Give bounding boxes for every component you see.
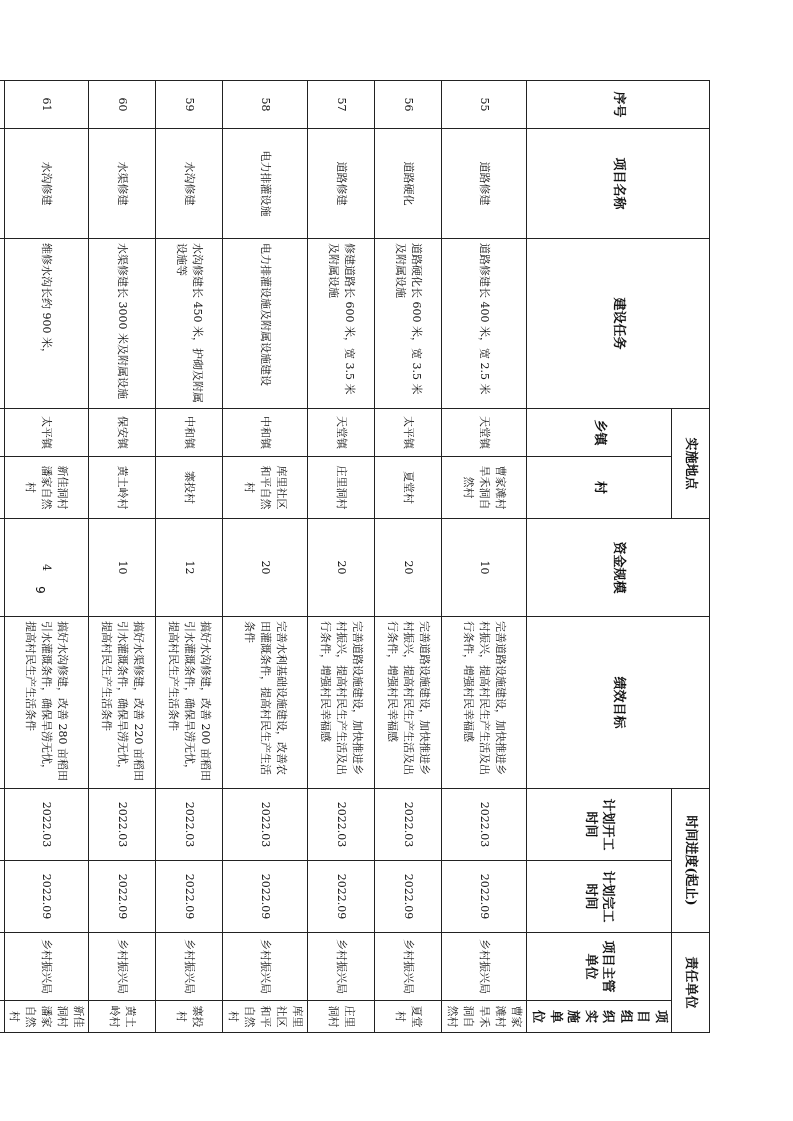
cell-name: 水沟修建 bbox=[4, 129, 89, 239]
cell-fund: 20 bbox=[223, 519, 308, 617]
cell-town: 太平镇 bbox=[374, 409, 441, 457]
header-name: 项目名称 bbox=[526, 129, 709, 239]
cell-fund: 10 bbox=[89, 519, 156, 617]
cell-task: 修建道路长 600 米，宽 3.5 米及附属设施 bbox=[307, 239, 374, 409]
cell-fund: 4 bbox=[4, 519, 89, 617]
cell-goal: 搞好水沟修建，改善 200 亩稻田引水灌溉条件，确保旱涝无忧，提高村民生产生活条件 bbox=[156, 617, 223, 789]
header-fund: 资金规模 bbox=[526, 519, 709, 617]
page-number: 9 bbox=[32, 586, 47, 594]
cell-seq: 58 bbox=[223, 81, 308, 129]
cell-goal: 完善水利基础设施建设，改善农田灌溉条件，提高村民生产生活条件 bbox=[223, 617, 308, 789]
cell-fund: 12 bbox=[156, 519, 223, 617]
cell-end: 2022.09 bbox=[223, 861, 308, 933]
cell-start: 2022.03 bbox=[223, 789, 308, 861]
cell-authority: 乡村振兴局 bbox=[223, 933, 308, 1001]
cell-town: 天堂镇 bbox=[441, 409, 526, 457]
cell-seq: 57 bbox=[307, 81, 374, 129]
header-end: 计划完工时间 bbox=[526, 861, 671, 933]
cell-fund: 10 bbox=[441, 519, 526, 617]
cell-org: 黄土岭村 bbox=[89, 1001, 156, 1033]
cell-task: 道路修建长 400 米，宽 2.5 米 bbox=[441, 239, 526, 409]
cell-authority: 乡村振兴局 bbox=[441, 933, 526, 1001]
table-row bbox=[4, 81, 89, 1033]
table-row bbox=[374, 81, 441, 1033]
cell-fund bbox=[0, 519, 4, 617]
project-table bbox=[0, 80, 710, 1033]
cell-org: 新佳洞村潘家自然村 bbox=[4, 1001, 89, 1033]
cell-start: 2022.03 bbox=[4, 789, 89, 861]
cell-authority: 乡村振兴局 bbox=[374, 933, 441, 1001]
cell-name: 道路修建 bbox=[441, 129, 526, 239]
cell-town: 中和镇 bbox=[223, 409, 308, 457]
header-village: 村 bbox=[526, 457, 671, 519]
cell-seq: 61 bbox=[4, 81, 89, 129]
cell-end: 2022.09 bbox=[307, 861, 374, 933]
rotated-table-wrapper bbox=[8, 80, 710, 1032]
cell-authority: 乡村振兴局 bbox=[89, 933, 156, 1001]
cell-name: 水渠修建 bbox=[89, 129, 156, 239]
cell-end bbox=[0, 861, 4, 933]
header-start: 计划开工时间 bbox=[526, 789, 671, 861]
cell-end: 2022.09 bbox=[4, 861, 89, 933]
header-schedule: 时间进度(起止) bbox=[672, 789, 710, 933]
table-row bbox=[89, 81, 156, 1033]
cell-start: 2022.03 bbox=[441, 789, 526, 861]
cell-seq: 59 bbox=[156, 81, 223, 129]
cell-seq: 55 bbox=[441, 81, 526, 129]
cell-village: 新佳洞村潘家自然村 bbox=[4, 457, 89, 519]
cell-town: 保安镇 bbox=[89, 409, 156, 457]
cell-seq: 56 bbox=[374, 81, 441, 129]
cell-org: 庄里洞村 bbox=[307, 1001, 374, 1033]
cell-org: 夏堂村 bbox=[374, 1001, 441, 1033]
cell-seq bbox=[0, 81, 4, 129]
cell-end: 2022.09 bbox=[156, 861, 223, 933]
cell-end: 2022.09 bbox=[89, 861, 156, 933]
cell-town: 太平镇 bbox=[4, 409, 89, 457]
cell-name bbox=[0, 129, 4, 239]
cell-authority: 乡村振兴局 bbox=[156, 933, 223, 1001]
header-resp: 责任单位 bbox=[672, 933, 710, 1033]
cell-name: 电力排灌设施 bbox=[223, 129, 308, 239]
cell-org: 库里社区和平自然村 bbox=[223, 1001, 308, 1033]
cell-goal: 完善道路设施建设，加快推进乡村振兴，提高村民生产生活及出行条件，增强村民幸福感 bbox=[441, 617, 526, 789]
header-org: 项目组织实施单位 bbox=[526, 1001, 671, 1033]
cell-end: 2022.09 bbox=[374, 861, 441, 933]
cell-town bbox=[0, 409, 4, 457]
table-row bbox=[0, 81, 4, 1033]
header-goal: 绩效目标 bbox=[526, 617, 709, 789]
cell-start bbox=[0, 789, 4, 861]
cell-task: 道路硬化长 600 米，宽 3.5 米及附属设施 bbox=[374, 239, 441, 409]
cell-start: 2022.03 bbox=[89, 789, 156, 861]
table-row bbox=[156, 81, 223, 1033]
cell-authority: 乡村振兴局 bbox=[307, 933, 374, 1001]
cell-name: 道路硬化 bbox=[374, 129, 441, 239]
cell-goal: 搞好水渠修建，改善 220 亩稻田引水灌溉条件，确保旱涝无忧，提高村民生产生活条件 bbox=[89, 617, 156, 789]
cell-village: 庄里洞村 bbox=[307, 457, 374, 519]
cell-task bbox=[0, 239, 4, 409]
table-row bbox=[441, 81, 526, 1033]
cell-goal bbox=[0, 617, 4, 789]
cell-task: 电力排灌设施及附属设施建设 bbox=[223, 239, 308, 409]
cell-org: 曹家滩村旱禾洞自然村 bbox=[441, 1001, 526, 1033]
cell-village: 曹家滩村旱禾洞自然村 bbox=[441, 457, 526, 519]
cell-town: 中和镇 bbox=[156, 409, 223, 457]
cell-village: 夏堂村 bbox=[374, 457, 441, 519]
cell-task: 水渠修建长 3000 米及附属设施 bbox=[89, 239, 156, 409]
table-row bbox=[223, 81, 308, 1033]
cell-village: 寨投村 bbox=[156, 457, 223, 519]
cell-task: 维修水沟长约 900 米， bbox=[4, 239, 89, 409]
cell-fund: 20 bbox=[307, 519, 374, 617]
cell-village: 黄土岭村 bbox=[89, 457, 156, 519]
table-row bbox=[307, 81, 374, 1033]
cell-start: 2022.03 bbox=[156, 789, 223, 861]
cell-goal: 完善道路设施建设，加快推进乡村振兴，提高村民生产生活及出行条件，增强村民幸福感 bbox=[307, 617, 374, 789]
cell-seq: 60 bbox=[89, 81, 156, 129]
cell-village bbox=[0, 457, 4, 519]
cell-fund: 20 bbox=[374, 519, 441, 617]
cell-task: 水沟修建长 450 米，护砌及附属设施等 bbox=[156, 239, 223, 409]
cell-goal: 完善道路设施建设，加快推进乡村振兴，提高村民生产生活及出行条件，增强村民幸福感 bbox=[374, 617, 441, 789]
cell-start: 2022.03 bbox=[307, 789, 374, 861]
cell-org bbox=[0, 1001, 4, 1033]
header-town: 乡镇 bbox=[526, 409, 671, 457]
cell-org: 寨投村 bbox=[156, 1001, 223, 1033]
cell-town: 天堂镇 bbox=[307, 409, 374, 457]
header-task: 建设任务 bbox=[526, 239, 709, 409]
table-body bbox=[0, 81, 526, 1033]
cell-goal: 搞好水沟修建，改善 280 亩稻田引水灌溉条件，确保旱涝无忧，提高村民生产生活条件 bbox=[4, 617, 89, 789]
cell-name: 道路修建 bbox=[307, 129, 374, 239]
cell-start: 2022.03 bbox=[374, 789, 441, 861]
header-authority: 项目主管单位 bbox=[526, 933, 671, 1001]
header-seq: 序号 bbox=[526, 81, 709, 129]
header-location: 实施地点 bbox=[672, 409, 710, 519]
cell-end: 2022.09 bbox=[441, 861, 526, 933]
cell-name: 水沟修建 bbox=[156, 129, 223, 239]
cell-authority bbox=[0, 933, 4, 1001]
cell-village: 库里社区和平自然村 bbox=[223, 457, 308, 519]
cell-authority: 乡村振兴局 bbox=[4, 933, 89, 1001]
